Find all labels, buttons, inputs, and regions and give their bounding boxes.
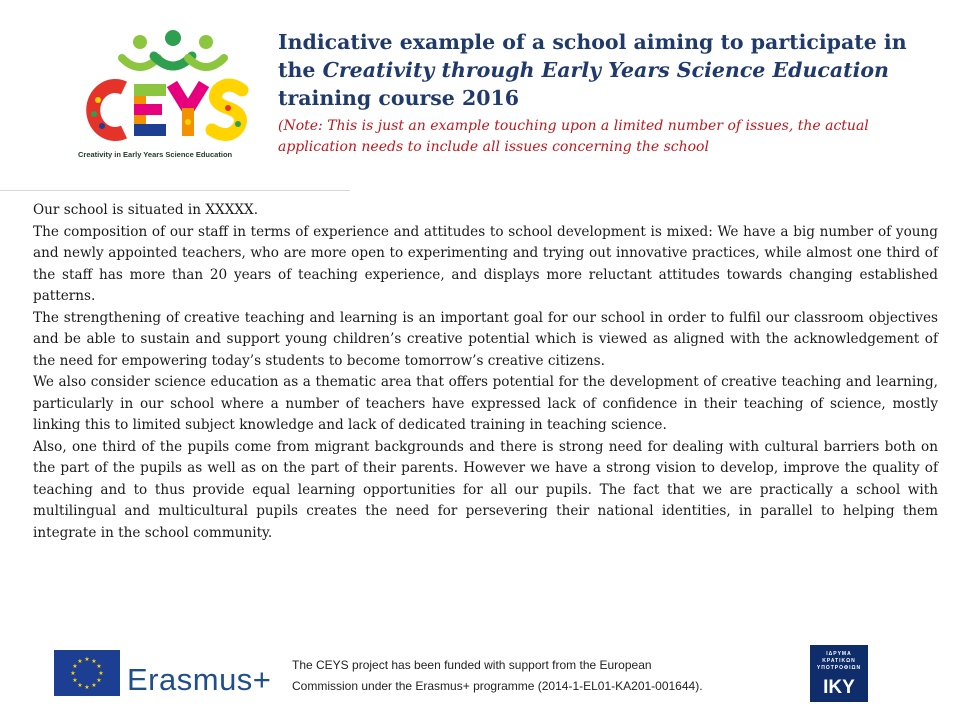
paragraph-science-education: We also consider science education as a thematic area that offers potential for the development of creative teaching and learning, particularly in our school where a number of teachers have expressed lack of confidence in their teaching of science, mostly linking this to limited subject knowledge and lack of dedicated training in teaching science.: [33, 374, 938, 433]
svg-text:★: ★: [70, 670, 76, 677]
iky-line-1: ΙΔΡΥΜΑ: [826, 651, 852, 657]
logo-letter-e: [134, 84, 166, 136]
paragraph-staff: The composition of our staff in terms of experience and attitudes to school development is mixed: We have a big number of young and newly appointed teachers, who are more open to experimenting and trying out innovative practices, while almost one third of the staff has more than 20 years of teaching experience, and displays more reluctant attitudes towards changing established patterns.: [33, 223, 938, 304]
funding-line-1: The CEYS project has been funded with support from the European: [292, 658, 652, 672]
logo-letter-c: [91, 86, 124, 134]
title-part2: training course 2016: [278, 86, 520, 110]
erasmus-plus-logo: Erasmus+: [127, 662, 272, 697]
body-text: [33, 200, 938, 544]
page-title: [278, 28, 948, 112]
header: [278, 28, 948, 158]
ceys-logo: [78, 28, 268, 163]
svg-text:★: ★: [91, 682, 97, 689]
note-text: (Note: This is just an example touching upon a limited number of issues, the actual application needs to include all issues concerning the school: [278, 118, 869, 155]
header-divider: [0, 190, 350, 191]
eu-flag-icon: [54, 650, 120, 700]
logo-letter-y: [172, 84, 204, 136]
title-course-name: Creativity through Early Years Science Education: [322, 58, 889, 82]
ceys-logo-graphic: [78, 28, 268, 148]
funding-line-2: Commission under the Erasmus+ programme (2014-1-EL01-KA201-001644).: [292, 679, 703, 693]
svg-text:★: ★: [72, 677, 78, 684]
title-part1: Indicative example of a school aiming to participate in the: [278, 30, 907, 82]
svg-text:★: ★: [84, 684, 90, 691]
paragraph-location: Our school is situated in XXXXX.: [33, 202, 259, 218]
svg-text:★: ★: [98, 670, 104, 677]
paragraph-creativity-goal: The strengthening of creative teaching and learning is an important goal for our school in order to fulfil our classroom objectives and be able to sustain and support young children’s creative potential which is viewed as aligned with the acknowledgement of the need for empowering today’s students to become tomorrow’s creative citizens.: [33, 309, 938, 369]
paragraph-migrant-pupils: Also, one third of the pupils come from migrant backgrounds and there is strong need for dealing with cultural barriers both on the part of the pupils as well as on the part of their parents. However we have a strong vision to develop, improve the quality of teaching and to thus provide equal learning opportunities for all our pupils. The fact that we are practically a school with multilingual and multicultural pupils creates the need for persevering their national identities, in parallel to helping them integrate in the school community.: [33, 438, 938, 541]
svg-text:★: ★: [96, 677, 102, 684]
iky-foundation-name: [810, 651, 868, 672]
logo-letter-s: [212, 85, 242, 135]
svg-text:★: ★: [77, 658, 83, 665]
logo-tagline: Creativity in Early Years Science Education: [78, 150, 233, 159]
funding-statement: [292, 655, 792, 697]
iky-line-3: ΥΠΟΤΡΟΦΙΩΝ: [816, 665, 862, 671]
iky-logo: [810, 645, 868, 702]
svg-text:★: ★: [77, 682, 83, 689]
svg-text:★: ★: [72, 663, 78, 670]
svg-text:★: ★: [84, 656, 90, 663]
svg-text:★: ★: [91, 658, 97, 665]
iky-line-2: ΚΡΑΤΙΚΩΝ: [822, 658, 856, 664]
svg-text:★: ★: [96, 663, 102, 670]
iky-wordmark: IKY: [823, 677, 855, 698]
logo-figures: [122, 30, 224, 67]
